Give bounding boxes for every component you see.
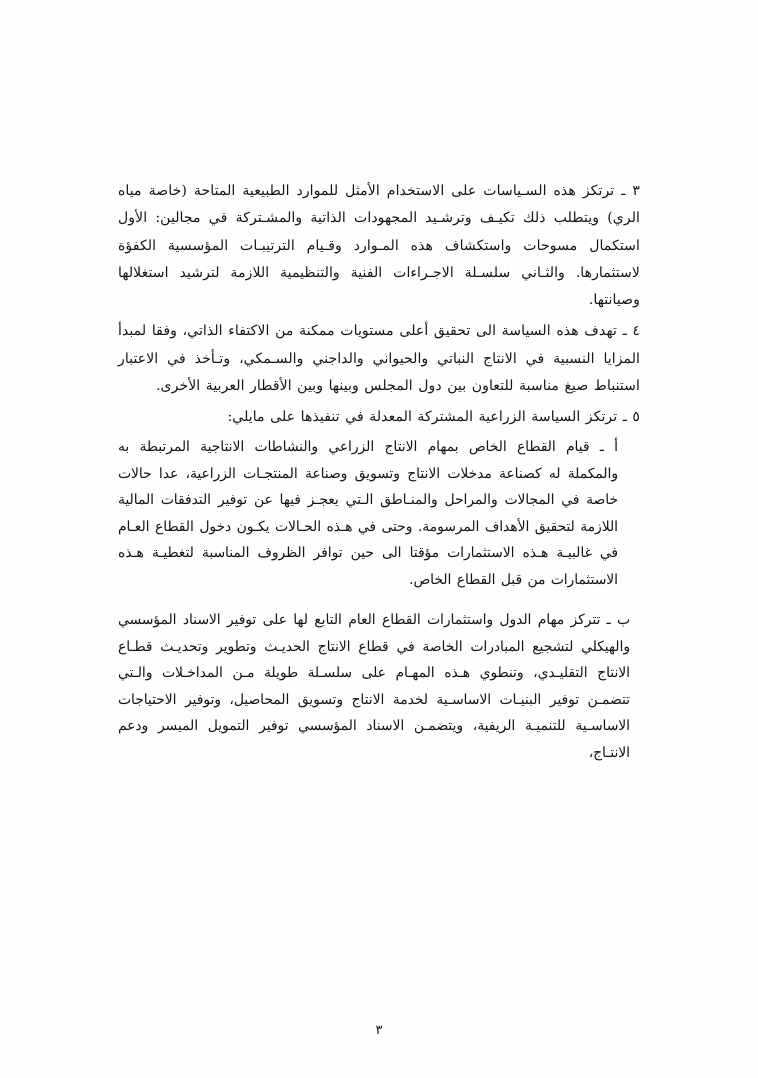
paragraph-item-5: ٥ ـ ترتكز السياسة الزراعية المشتركة المعدلة في تنفيذها على مايلي: xyxy=(227,409,640,426)
document-body xyxy=(118,178,640,780)
paragraph-item-5-a: أ ـ قيام القطاع الخاص بمهام الانتاج الزراعي والنشاطات الانتاجية المرتبطة به والمكملة له كصناعة مدخلات الانتاج وتسويق وصناعة المنتجـات الزراعية، عدا حالات خاصة في المجالات والمراحل والمنـاطق الـتي يعجـز فيها عن توفير التدفقات المالية اللازمة لتحقيق الأهداف المرسومة. وحتى في هـذه الحـالات يكـون دخول القطاع العـام في غالبيـة هـذه الاستثمارات مؤقتا الى حين توافر الظروف المناسبة لتغطيـة هـذه الاستثمارات من قبل القطاع الخاص. xyxy=(118,439,618,588)
page-number: ٣ xyxy=(375,1023,383,1038)
paragraph-item-3: ٣ ـ ترتكز هذه السـياسات على الاستخدام الأمثل للموارد الطبيعية المتاحة (خاصة مياه الري) ويتطلب ذلك تكيـف وترشـيد المجهودات الذاتية والمشـتركة في مجالين: الأول استكمال مسوحات واستكشاف هذه المـوارد وقـيام الترتيبـات المؤسسية الكفؤة لاستثمارها. والثـاني سلسـلة الاجـراءات الفنية والتنظيمية اللازمة لترشيد استغلالها وصيانتها. xyxy=(118,183,640,309)
paragraph-item-4: ٤ ـ تهدف هذه السياسة الى تحقيق أعلى مستويات ممكنة من الاكتفاء الذاتي، وفقا لمبدأ المزايا النسبية في الانتاج النباتي والحيواني والداجني والسـمكي، وتـأخذ في الاعتبار استنباط صيغ مناسبة للتعاون بين دول المجلس وبينها وبين الأقطار العربية الأخرى. xyxy=(118,323,640,394)
paragraph-item-5-b: ب ـ تتركز مهام الدول واستثمارات القطاع العام التابع لها على توفير الاسناد المؤسسي والهيكلي لتشجيع المبادرات الخاصة في قطاع الانتاج الحديـث وتطوير وتحديـث قطـاع الانتاج التقليـدي، وتنطوي هـذه المهـام على سلسـلة طويلة مـن المداخـلات والـتي تتضمـن توفير البنيـات الاساسـية لخدمة الانتاج وتسويق المحاصيل، وتوفير الاحتياجات الاساسـية للتنميـة الريفية، ويتضمـن الاسناد المؤسسي توفير التمويل الميسر ودعم الانتـاج، xyxy=(118,612,630,761)
